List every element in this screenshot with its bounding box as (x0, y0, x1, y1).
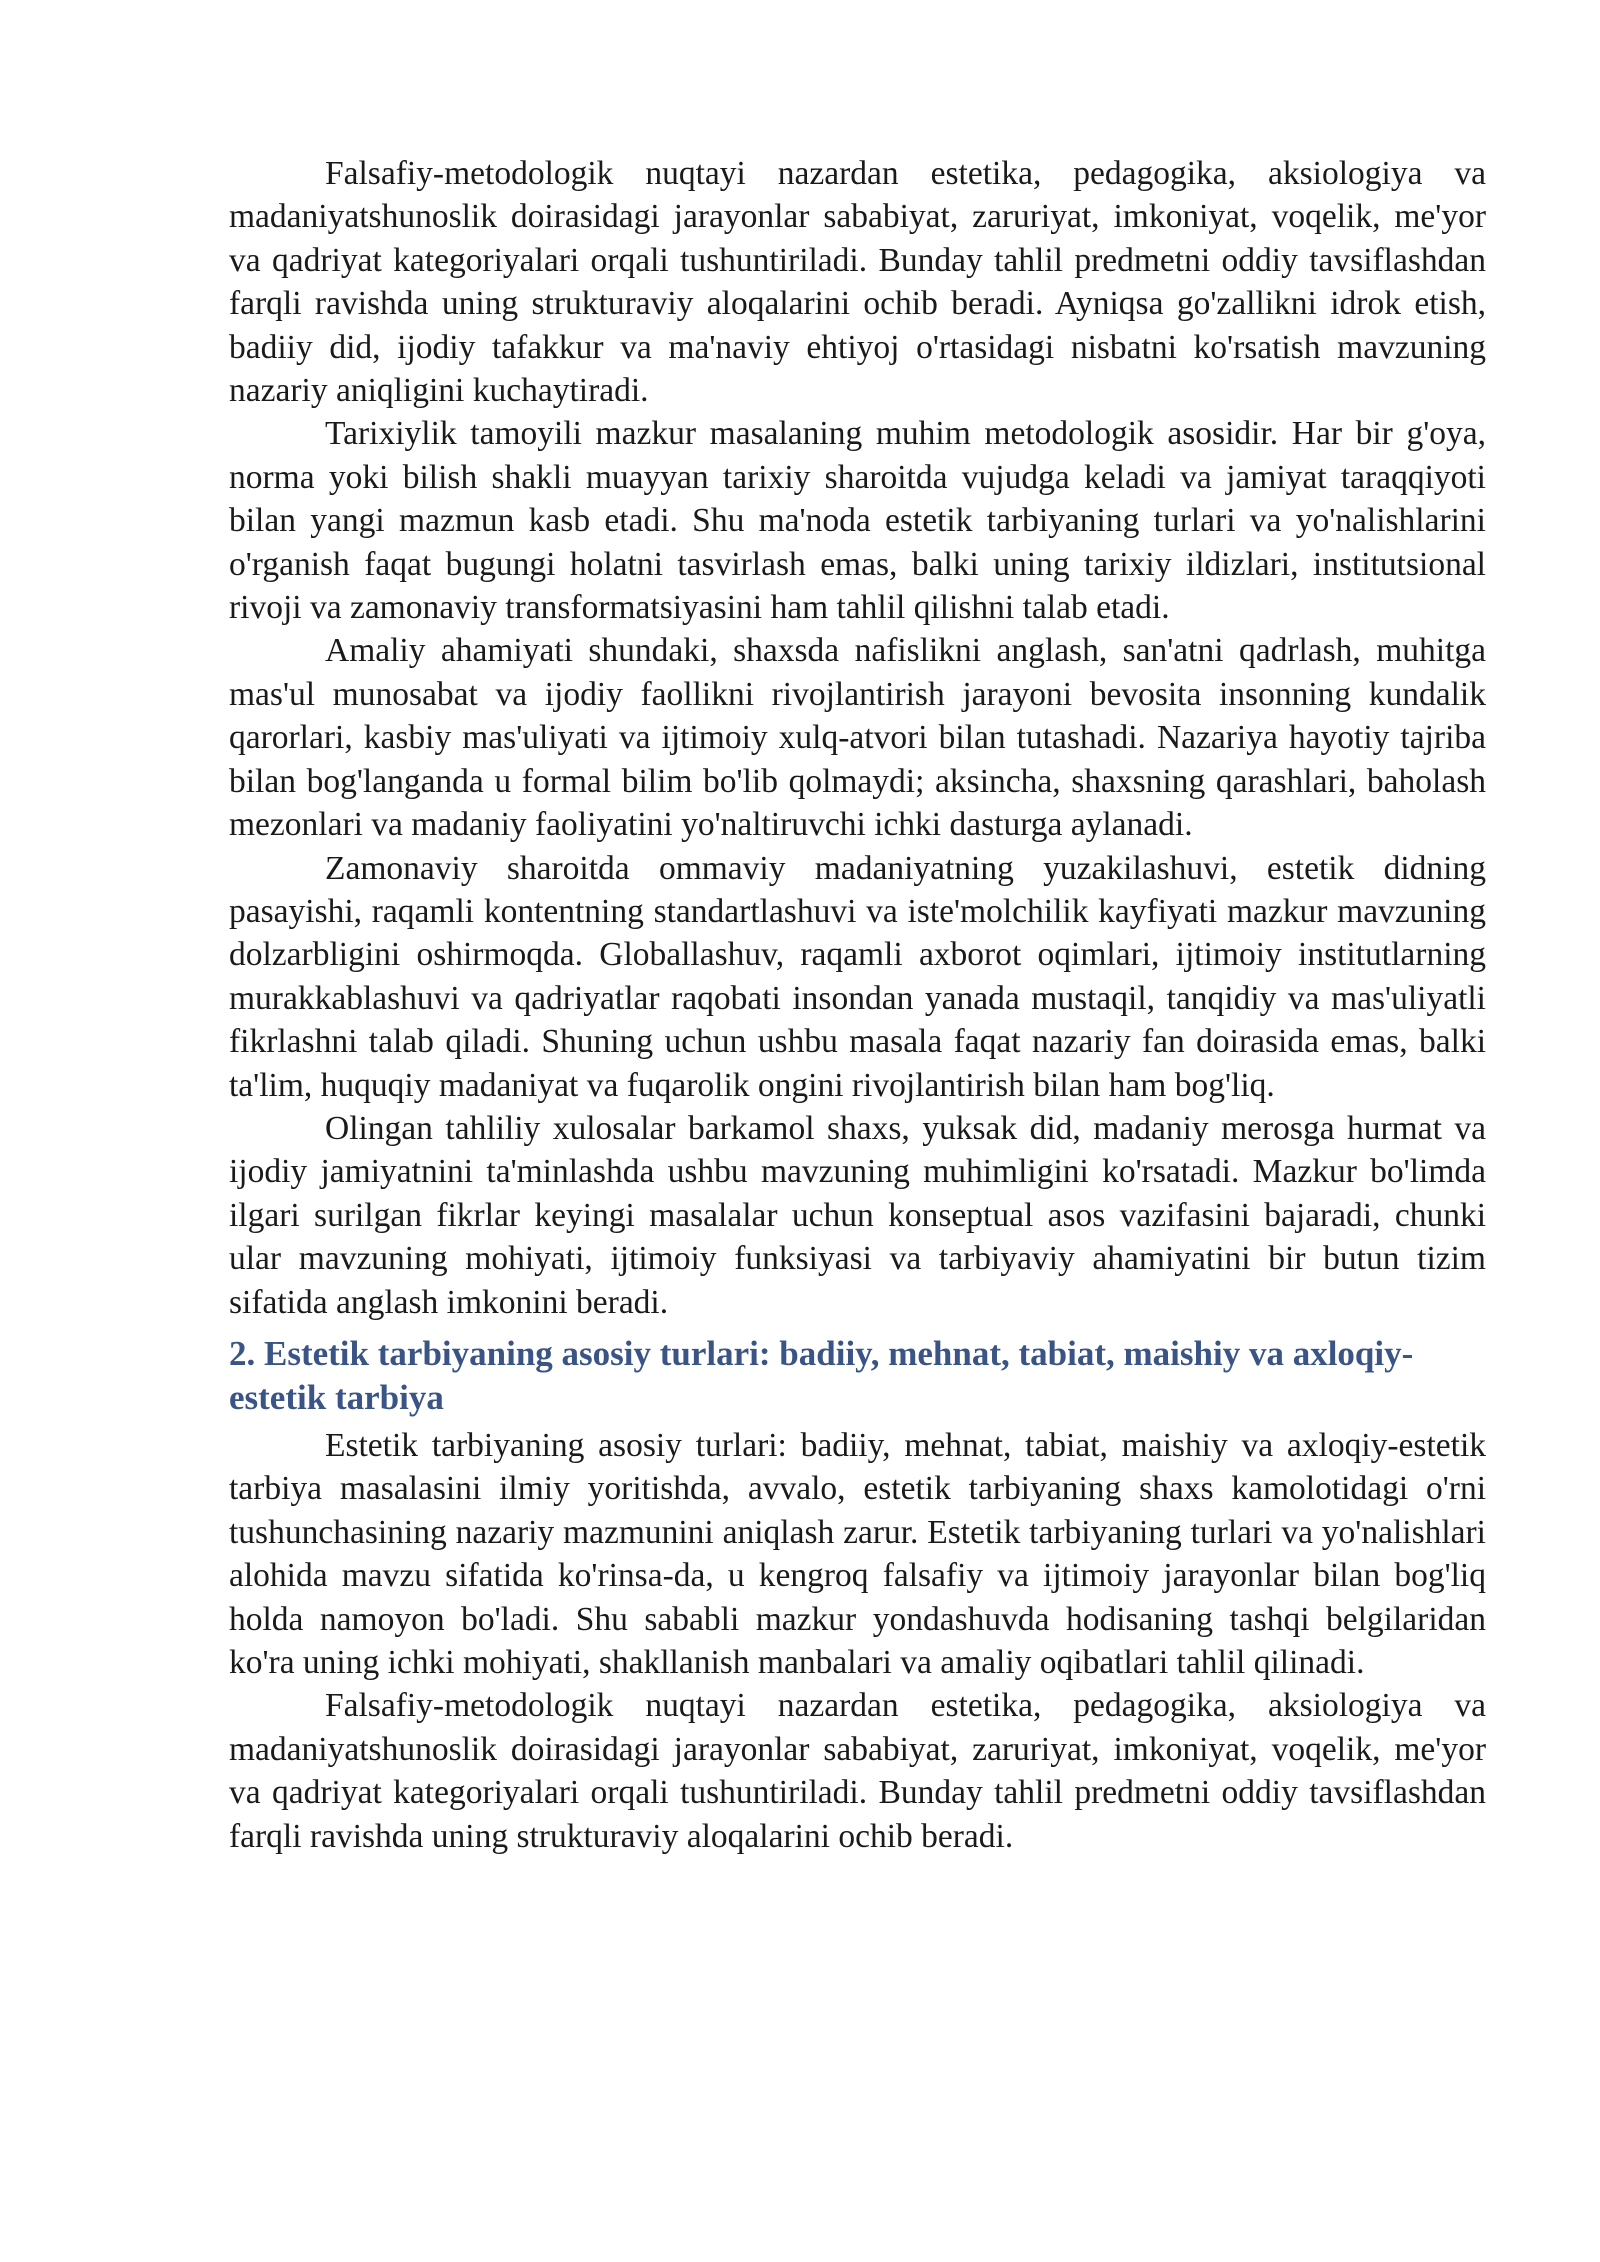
section-heading: 2. Estetik tarbiyaning asosiy turlari: badiiy, mehnat, tabiat, maishiy va axloqiy-estetik tarbiya (229, 1333, 1414, 1417)
document-body (229, 152, 1486, 1858)
paragraph: Estetik tarbiyaning asosiy turlari: badiiy, mehnat, tabiat, maishiy va axloqiy-estetik tarbiya masalasini ilmiy yoritishda, avvalo, estetik tarbiyaning shaxs kamolotidagi o'rni tushunchasining nazariy mazmunini aniqlash zarur. Estetik tarbiyaning turlari va yo'nalishlari alohida mavzu sifatida ko'rinsa-da, u kengroq falsafiy va ijtimoiy jarayonlar bilan bog'liq holda namoyon bo'ladi. Shu sababli mazkur yondashuvda hodisaning tashqi belgilaridan ko'ra uning ichki mohiyati, shakllanish manbalari va amaliy oqibatlari tahlil qilinadi. (229, 1426, 1486, 1681)
paragraph: Tarixiylik tamoyili mazkur masalaning muhim metodologik asosidir. Har bir g'oya, norma yoki bilish shakli muayyan tarixiy sharoitda vujudga keladi va jamiyat taraqqiyoti bilan yangi mazmun kasb etadi. Shu ma'noda estetik tarbiyaning turlari va yo'nalishlarini o'rganish faqat bugungi holatni tasvirlash emas, balki uning tarixiy ildizlari, institutsional rivoji va zamonaviy transformatsiyasini ham tahlil qilishni talab etadi. (229, 415, 1486, 627)
paragraph: Falsafiy-metodologik nuqtayi nazardan estetika, pedagogika, aksiologiya va madaniyatshunoslik doirasidagi jarayonlar sababiyat, zaruriyat, imkoniyat, voqelik, me'yor va qadriyat kategoriyalari orqali tushuntiriladi. Bunday tahlil predmetni oddiy tavsiflashdan farqli ravishda uning strukturaviy aloqalarini ochib beradi. (229, 1687, 1486, 1855)
paragraph: Zamonaviy sharoitda ommaviy madaniyatning yuzakilashuvi, estetik didning pasayishi, raqamli kontentning standartlashuvi va iste'molchilik kayfiyati mazkur mavzuning dolzarbligini oshirmoqda. Globallashuv, raqamli axborot oqimlari, ijtimoiy institutlarning murakkablashuvi va qadriyatlar raqobati insondan yanada mustaqil, tanqidiy va mas'uliyatli fikrlashni talab qiladi. Shuning uchun ushbu masala faqat nazariy fan doirasida emas, balki ta'lim, huquqiy madaniyat va fuqarolik ongini rivojlantirish bilan ham bog'liq. (229, 849, 1486, 1104)
paragraph: Olingan tahliliy xulosalar barkamol shaxs, yuksak did, madaniy merosga hurmat va ijodiy jamiyatnini ta'minlashda ushbu mavzuning muhimligini ko'rsatadi. Mazkur bo'limda ilgari surilgan fikrlar keyingi masalalar uchun konseptual asos vazifasini bajaradi, chunki ular mavzuning mohiyati, ijtimoiy funksiyasi va tarbiyaviy ahamiyatini bir butun tizim sifatida anglash imkonini beradi. (229, 1109, 1486, 1321)
paragraph: Falsafiy-metodologik nuqtayi nazardan estetika, pedagogika, aksiologiya va madaniyatshunoslik doirasidagi jarayonlar sababiyat, zaruriyat, imkoniyat, voqelik, me'yor va qadriyat kategoriyalari orqali tushuntiriladi. Bunday tahlil predmetni oddiy tavsiflashdan farqli ravishda uning strukturaviy aloqalarini ochib beradi. Ayniqsa go'zallikni idrok etish, badiiy did, ijodiy tafakkur va ma'naviy ehtiyoj o'rtasidagi nisbatni ko'rsatish mavzuning nazariy aniqligini kuchaytiradi. (229, 155, 1486, 410)
paragraph: Amaliy ahamiyati shundaki, shaxsda nafislikni anglash, san'atni qadrlash, muhitga mas'ul munosabat va ijodiy faollikni rivojlantirish jarayoni bevosita insonning kundalik qarorlari, kasbiy mas'uliyati va ijtimoiy xulq-atvori bilan tutashadi. Nazariya hayotiy tajriba bilan bog'langanda u formal bilim bo'lib qolmaydi; aksincha, shaxsning qarashlari, baholash mezonlari va madaniy faoliyatini yo'naltiruvchi ichki dasturga aylanadi. (229, 632, 1486, 844)
